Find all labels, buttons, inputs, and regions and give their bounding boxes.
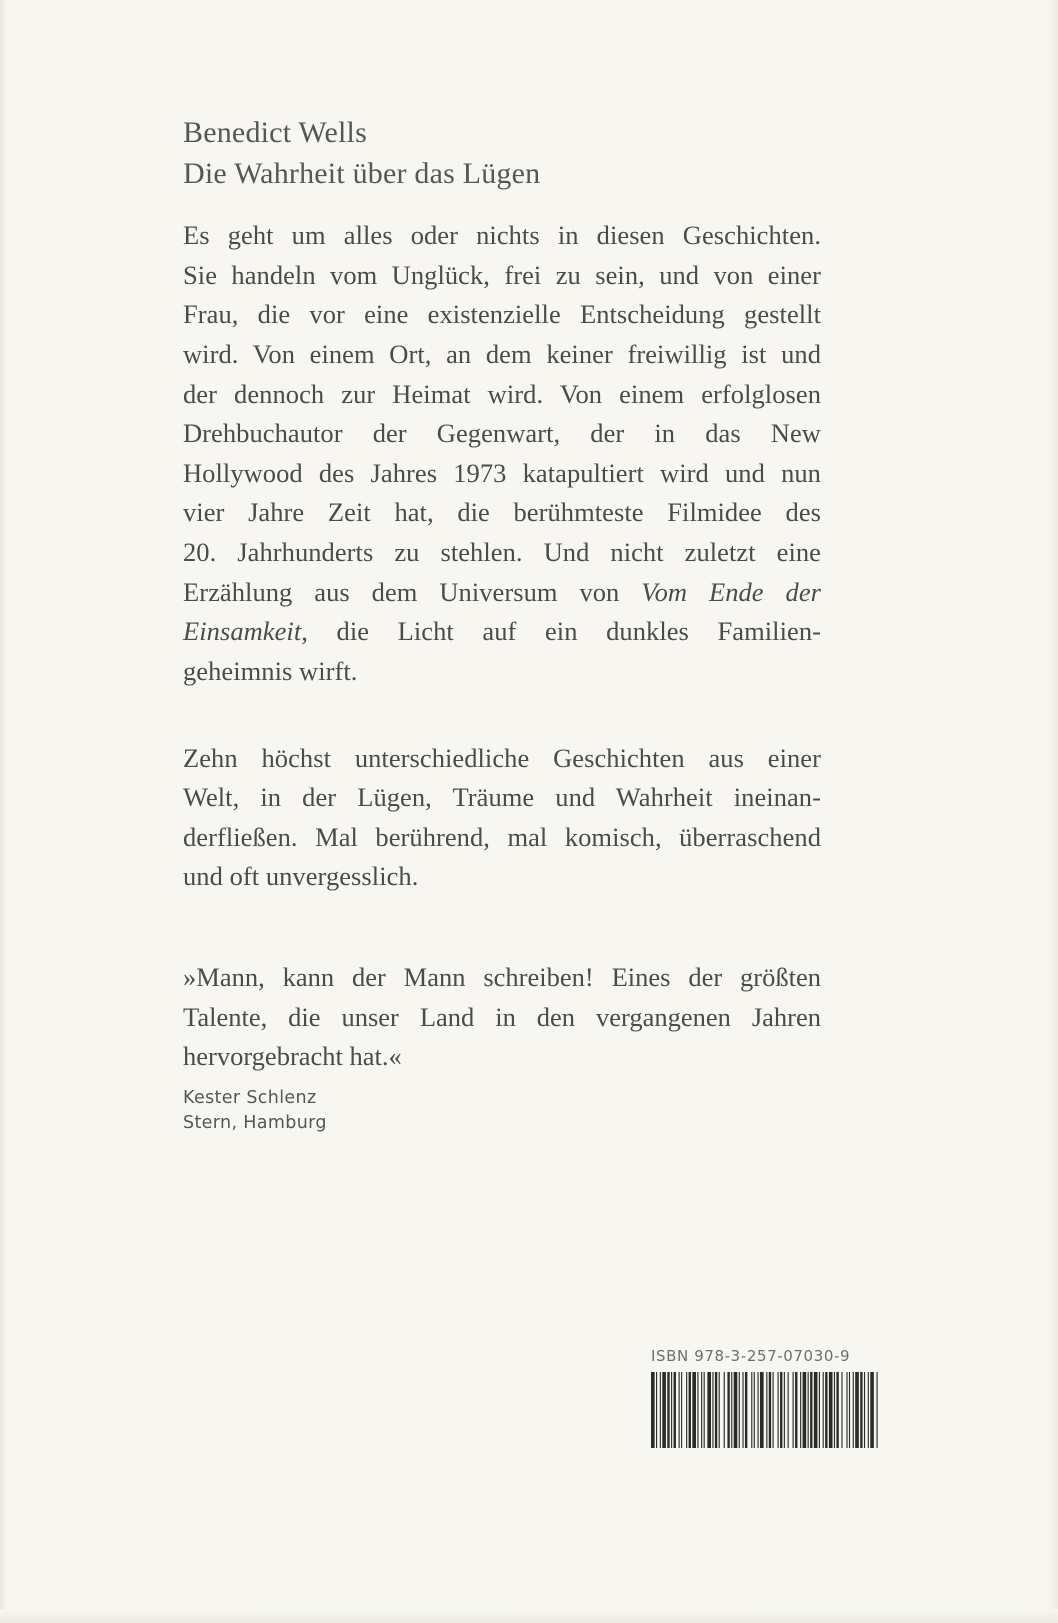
- isbn-barcode-block: [651, 1347, 879, 1448]
- blurb-line-with-title-reference: [183, 573, 821, 613]
- blurb-line-with-title-reference: [183, 612, 821, 652]
- blurb-text-fragment: Erzählung aus dem Universum von: [183, 576, 642, 607]
- page-edge-right: [1048, 0, 1058, 1623]
- isbn-number: ISBN 978-3-257-07030-9: [651, 1347, 851, 1365]
- blurb-line: derfließen. Mal berührend, mal komisch, überraschend: [183, 821, 821, 852]
- blurb-line: geheimnis wirft.: [183, 655, 358, 686]
- book-title: Die Wahrheit über das Lügen: [183, 157, 541, 191]
- pull-quote: [183, 958, 821, 1077]
- blurb-line: Hollywood des Jahres 1973 katapultiert wird und nun: [183, 457, 821, 488]
- quote-attribution: [183, 1086, 821, 1136]
- blurb-line: Es geht um alles oder nichts in diesen Geschichten.: [183, 220, 821, 251]
- page-edge-bottom: [0, 1609, 1058, 1623]
- ean-barcode: [651, 1372, 879, 1448]
- blurb-line: Sie handeln vom Unglück, frei zu sein, und von einer: [183, 259, 821, 290]
- paragraph-spacer: [183, 692, 821, 739]
- blurb-line: und oft unvergesslich.: [183, 861, 419, 892]
- quote-spacer: [183, 897, 821, 958]
- blurb-line: vier Jahre Zeit hat, die berühmteste Filmidee des: [183, 497, 821, 528]
- author-name: Benedict Wells: [183, 116, 367, 149]
- blurb-text-fragment: , die Licht auf ein dunkles Familien-: [301, 616, 821, 647]
- blurb-line: Drehbuchautor der Gegenwart, der in das New: [183, 418, 821, 449]
- pull-quote-line: Talente, die unser Land in den vergangenen Jahren: [183, 1001, 821, 1032]
- pull-quote-line: »Mann, kann der Mann schreiben! Eines der größten: [183, 961, 821, 992]
- blurb-line: Welt, in der Lügen, Träume und Wahrheit ineinan-: [183, 782, 821, 813]
- back-cover-content: [183, 112, 821, 1135]
- attribution-reviewer-name: Kester Schlenz: [183, 1087, 317, 1108]
- referenced-book-title-part2: Einsamkeit: [183, 616, 302, 647]
- book-heading: [183, 112, 821, 194]
- blurb-line: 20. Jahrhunderts zu stehlen. Und nicht zuletzt eine: [183, 537, 821, 568]
- blurb-line: Frau, die vor eine existenzielle Entscheidung gestellt: [183, 299, 821, 330]
- blurb-paragraph-1: [183, 216, 821, 691]
- blurb-line: wird. Von einem Ort, an dem keiner freiwillig ist und: [183, 339, 821, 370]
- page-edge-left: [0, 0, 7, 1623]
- referenced-book-title-part1: Vom Ende der: [641, 576, 821, 607]
- blurb-line: Zehn höchst unterschiedliche Geschichten aus einer: [183, 742, 821, 773]
- blurb-paragraph-2: [183, 739, 821, 897]
- attribution-publication: Stern, Hamburg: [183, 1112, 327, 1133]
- pull-quote-line: hervorgebracht hat.«: [183, 1041, 402, 1072]
- blurb-line: der dennoch zur Heimat wird. Von einem erfolglosen: [183, 378, 821, 409]
